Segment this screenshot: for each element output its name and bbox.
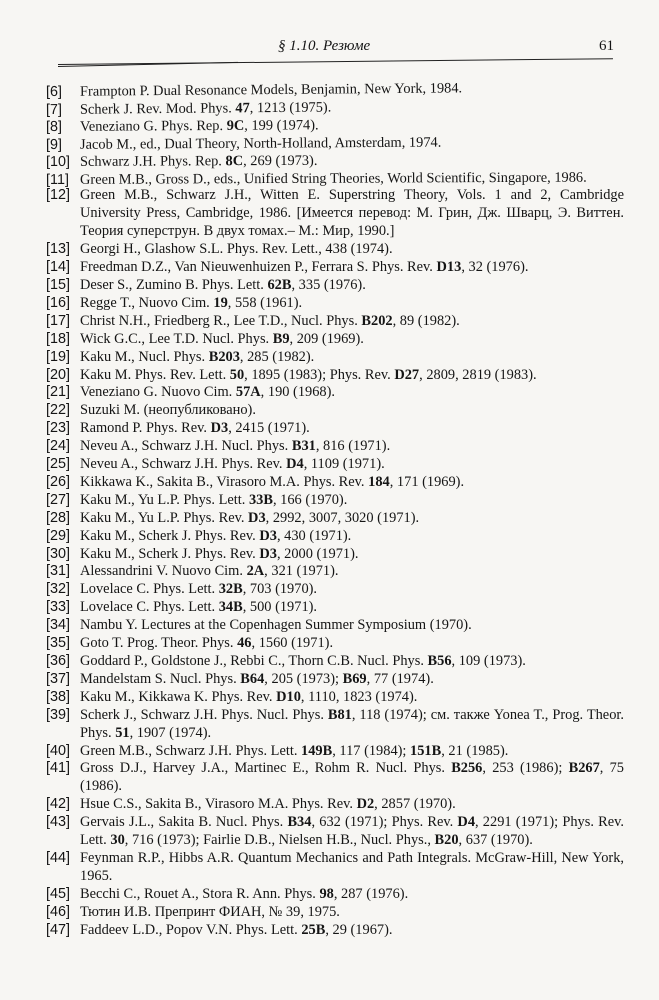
reference-item	[46, 581, 624, 599]
reference-item	[46, 384, 624, 402]
reference-number: [41]	[46, 760, 71, 777]
reference-text-segment: , 253 (1986);	[482, 760, 569, 777]
journal-volume: D4	[286, 456, 304, 473]
reference-text-segment: , 632 (1971); Phys. Rev.	[311, 814, 458, 831]
reference-text	[80, 796, 624, 814]
reference-text	[80, 151, 624, 171]
reference-text-segment: , 500 (1971).	[242, 599, 318, 616]
reference-text	[80, 922, 624, 940]
reference-text-segment: Lovelace C. Phys. Lett.	[80, 581, 219, 598]
reference-text-segment: , 1895 (1983); Phys. Rev.	[244, 366, 395, 383]
journal-volume: 33B	[248, 491, 273, 508]
reference-text-segment: , 205 (1973);	[264, 670, 343, 687]
reference-number: [8]	[45, 118, 63, 135]
journal-volume: B31	[291, 438, 316, 455]
reference-text-segment: , 2857 (1970).	[374, 796, 456, 813]
reference-text-segment: , 29 (1967).	[325, 921, 393, 938]
reference-text-segment: , 816 (1971).	[315, 438, 391, 455]
reference-item	[46, 707, 624, 743]
journal-volume: 30	[110, 832, 125, 849]
reference-number: [46]	[46, 903, 71, 920]
reference-text	[80, 599, 624, 617]
reference-item	[46, 635, 624, 653]
reference-text-segment: Freedman D.Z., Van Nieuwenhuizen P., Ferrara S. Phys. Rev.	[80, 259, 437, 276]
reference-text-segment: Green M.B., Gross D., eds., Unified String Theories, World Scientific, Singapore, 1986.	[79, 169, 587, 188]
reference-text	[80, 814, 624, 850]
reference-text	[80, 402, 624, 420]
reference-number: [29]	[46, 527, 71, 544]
journal-volume: 19	[213, 294, 228, 311]
reference-text	[80, 563, 624, 581]
reference-text	[80, 384, 624, 402]
reference-item	[46, 814, 624, 850]
reference-text	[80, 689, 624, 707]
reference-text-segment: , 118 (1974); см. также Yonea T., Prog. Theor. Phys.	[80, 706, 624, 741]
reference-number: [37]	[46, 670, 71, 687]
reference-number: [39]	[46, 706, 71, 723]
reference-text-segment: , 109 (1973).	[451, 653, 526, 669]
journal-volume: B256	[451, 760, 483, 777]
reference-text-segment: Lovelace C. Phys. Lett.	[80, 599, 219, 616]
reference-item	[46, 671, 624, 689]
journal-volume: D3	[210, 420, 229, 437]
journal-volume: 184	[368, 473, 390, 490]
journal-volume: 149B	[301, 742, 333, 759]
reference-item	[46, 187, 624, 241]
reference-text-segment: , 1110, 1823 (1974).	[300, 688, 418, 705]
reference-text-segment: Georgi H., Glashow S.L. Phys. Rev. Lett., 438 (1974).	[80, 241, 393, 258]
reference-text-segment: Kaku M., Scherk J. Phys. Rev.	[80, 527, 260, 544]
reference-number: [34]	[46, 617, 71, 634]
reference-text	[80, 169, 624, 189]
reference-text-segment: , 1907 (1974).	[129, 724, 212, 741]
reference-text-segment: , 89 (1982).	[392, 312, 460, 329]
journal-volume: 34B	[218, 599, 243, 616]
reference-text	[80, 420, 624, 438]
reference-number: [23]	[46, 420, 71, 437]
journal-volume: B202	[361, 312, 393, 329]
reference-number: [40]	[46, 742, 71, 759]
reference-text	[80, 546, 624, 564]
reference-text-segment: Mandelstam S. Nucl. Phys.	[80, 670, 241, 687]
reference-text-segment: Gross D.J., Harvey J.A., Martinec E., Rohm R. Nucl. Phys.	[80, 760, 452, 777]
reference-text-segment: , 703 (1970).	[242, 581, 318, 598]
reference-text-segment: , 321 (1971).	[264, 563, 339, 580]
journal-volume: 25B	[301, 921, 326, 938]
journal-volume: 2A	[246, 563, 265, 580]
reference-item	[46, 528, 624, 546]
reference-text-segment: Nambu Y. Lectures at the Copenhagen Summer Symposium (1970).	[80, 617, 472, 634]
reference-number: [16]	[46, 294, 71, 311]
reference-text-segment: , 287 (1976).	[333, 885, 409, 902]
reference-text-segment: , 1213 (1975).	[249, 99, 332, 117]
journal-volume: 51	[115, 724, 130, 741]
journal-volume: 50	[229, 366, 245, 383]
reference-text-segment: Suzuki M. (неопубликовано).	[80, 402, 256, 419]
reference-text-segment: Veneziano G. Nuovo Cim.	[80, 384, 236, 401]
reference-number: [19]	[46, 348, 71, 365]
reference-text-segment: , 77 (1974).	[366, 670, 434, 687]
reference-item	[46, 474, 624, 492]
reference-number: [15]	[46, 276, 71, 293]
reference-text-segment: , 199 (1974).	[244, 117, 319, 134]
reference-item	[46, 456, 624, 474]
reference-text	[80, 277, 624, 295]
reference-text-segment: Neveu A., Schwarz J.H. Phys. Rev.	[80, 456, 287, 473]
reference-text	[80, 456, 624, 474]
reference-number: [45]	[46, 885, 71, 902]
reference-item	[46, 743, 624, 761]
reference-text-segment: , 1109 (1971).	[303, 456, 385, 473]
journal-volume: B9	[272, 330, 290, 347]
reference-number: [13]	[46, 241, 71, 258]
reference-text-segment: Frampton P. Dual Resonance Models, Benjamin, New York, 1984.	[79, 80, 463, 100]
journal-volume: 46	[237, 635, 252, 652]
reference-number: [17]	[46, 312, 71, 329]
reference-text-segment: Regge T., Nuovo Cim.	[80, 294, 214, 311]
reference-text-segment: Green M.B., Schwarz J.H., Witten E. Superstring Theory, Vols. 1 and 2, Cambridge University Press, Cambridge, 1986. [Имеется перевод: М. Грин, Дж. Шварц, Э. Виттен. Теория суперструн. В двух томах.– М.: Мир, 1990.]	[80, 187, 624, 240]
reference-item	[46, 689, 624, 707]
journal-volume: B267	[568, 760, 600, 777]
reference-number: [26]	[46, 473, 71, 490]
reference-item	[46, 331, 624, 349]
reference-item	[46, 402, 624, 420]
reference-text-segment: Green M.B., Schwarz J.H. Phys. Lett.	[80, 742, 302, 759]
reference-text-segment: , 716 (1973); Fairlie D.B., Nielsen H.B., Nucl. Phys.,	[124, 832, 435, 849]
reference-number: [44]	[46, 849, 71, 866]
reference-text	[80, 259, 624, 277]
reference-text-segment: Alessandrini V. Nuovo Cim.	[80, 563, 247, 580]
journal-volume: B34	[287, 814, 312, 831]
reference-item	[46, 617, 624, 635]
reference-item	[46, 420, 624, 438]
reference-text-segment: Scherk J. Rev. Mod. Phys.	[79, 100, 236, 118]
reference-text-segment: Veneziano G. Phys. Rep.	[79, 117, 227, 135]
journal-volume: D27	[394, 366, 420, 383]
reference-text-segment: Deser S., Zumino B. Phys. Lett.	[80, 276, 268, 293]
reference-text	[80, 438, 624, 456]
reference-number: [28]	[46, 509, 71, 526]
reference-text	[80, 241, 624, 259]
reference-text-segment: Schwarz J.H. Phys. Rep.	[79, 152, 226, 170]
reference-text-segment: , 285 (1982).	[239, 348, 315, 365]
reference-item	[46, 313, 624, 331]
reference-item	[46, 599, 624, 617]
reference-item	[46, 349, 624, 367]
reference-item	[46, 438, 624, 456]
reference-text-segment: Gervais J.L., Sakita B. Nucl. Phys.	[80, 814, 288, 831]
reference-item	[46, 259, 624, 277]
journal-volume: B56	[427, 653, 452, 669]
reference-text-segment: , 2992, 3007, 3020 (1971).	[265, 509, 420, 526]
journal-volume: D10	[276, 688, 301, 705]
reference-item	[46, 563, 624, 581]
reference-text	[80, 581, 624, 599]
reference-text-segment: Goddard P., Goldstone J., Rebbi C., Thorn C.B. Nucl. Phys.	[80, 653, 428, 669]
reference-text-segment: , 171 (1969).	[389, 473, 465, 490]
reference-text-segment: , 117 (1984);	[332, 742, 411, 759]
reference-text-segment: , 190 (1968).	[260, 384, 336, 401]
reference-text-segment: Hsue C.S., Sakita B., Virasoro M.A. Phys. Rev.	[80, 796, 357, 813]
journal-volume: B20	[434, 832, 459, 849]
journal-volume: 151B	[410, 742, 442, 759]
journal-volume: D4	[457, 814, 476, 831]
reference-item	[46, 295, 624, 313]
reference-text	[80, 653, 624, 671]
running-head	[0, 38, 659, 60]
reference-list	[46, 80, 624, 940]
reference-item	[46, 546, 624, 564]
reference-text-segment: , 32 (1976).	[461, 259, 529, 276]
reference-item	[46, 151, 624, 171]
reference-text	[80, 331, 624, 349]
reference-number: [18]	[46, 330, 71, 347]
reference-text	[80, 635, 624, 653]
reference-text-segment: Jacob M., ed., Dual Theory, North-Holland, Amsterdam, 1974.	[79, 134, 442, 153]
journal-volume: 57A	[235, 384, 261, 401]
reference-item	[46, 241, 624, 259]
running-title: § 1.10. Резюме	[278, 38, 371, 54]
journal-volume: 9C	[226, 117, 245, 134]
reference-text	[80, 474, 624, 492]
reference-number: [21]	[46, 384, 71, 401]
reference-text-segment: Feynman R.P., Hibbs A.R. Quantum Mechanics and Path Integrals. McGraw-Hill, New York, 1965.	[80, 849, 624, 884]
reference-number: [36]	[46, 653, 71, 669]
reference-text-segment: Scherk J., Schwarz J.H. Phys. Nucl. Phys.	[80, 706, 328, 723]
reference-text	[80, 367, 624, 385]
reference-number: [33]	[46, 599, 71, 616]
reference-text	[80, 671, 624, 689]
reference-item	[46, 367, 624, 385]
reference-text	[80, 349, 624, 367]
reference-number: [22]	[46, 402, 71, 419]
reference-text	[80, 492, 624, 510]
reference-text-segment: Kaku M., Kikkawa K. Phys. Rev.	[80, 688, 277, 705]
reference-text-segment: Kaku M., Yu L.P. Phys. Lett.	[80, 491, 249, 508]
journal-volume: D3	[259, 527, 277, 544]
reference-number: [43]	[46, 814, 71, 831]
reference-text	[80, 313, 624, 331]
reference-text-segment: , 2000 (1971).	[276, 545, 359, 562]
reference-item	[46, 904, 624, 922]
reference-text-segment: , 2291 (1971); Phys. Rev. Lett.	[80, 814, 624, 849]
reference-text	[80, 850, 624, 886]
reference-text	[80, 295, 624, 313]
reference-text-segment: Ramond P. Phys. Rev.	[80, 420, 211, 437]
page-number: 61	[599, 38, 614, 54]
reference-text	[80, 528, 624, 546]
reference-text-segment: Тютин И.В. Препринт ФИАН, № 39, 1975.	[80, 903, 340, 920]
reference-text-segment: , 1560 (1971).	[251, 635, 334, 652]
reference-text-segment: , 21 (1985).	[441, 742, 509, 759]
reference-number: [47]	[46, 921, 71, 938]
reference-text	[80, 510, 624, 528]
reference-number: [11]	[45, 171, 69, 188]
reference-text-segment: , 558 (1961).	[227, 294, 303, 311]
reference-number: [25]	[46, 456, 71, 473]
reference-number: [12]	[46, 187, 71, 204]
journal-volume: D3	[248, 509, 266, 526]
journal-volume: B81	[327, 706, 352, 723]
reference-text	[80, 743, 624, 761]
reference-text-segment: Kikkawa K., Sakita B., Virasoro M.A. Phys. Rev.	[80, 473, 369, 490]
reference-number: [9]	[45, 136, 63, 153]
reference-number: [20]	[46, 366, 71, 383]
journal-volume: 8C	[225, 152, 244, 169]
reference-number: [32]	[46, 581, 71, 598]
reference-number: [14]	[46, 259, 71, 276]
reference-number: [35]	[46, 635, 71, 652]
reference-text-segment: , 209 (1969).	[289, 330, 364, 347]
reference-text-segment: Becchi C., Rouet A., Stora R. Ann. Phys.	[80, 885, 320, 902]
reference-text-segment: Kaku M., Nucl. Phys.	[80, 348, 209, 365]
reference-item	[46, 169, 624, 189]
reference-text-segment: Goto T. Prog. Theor. Phys.	[80, 635, 238, 652]
reference-text	[80, 886, 624, 904]
reference-text-segment: Christ N.H., Friedberg R., Lee T.D., Nucl. Phys.	[80, 312, 362, 329]
reference-text	[80, 760, 624, 796]
reference-text-segment: Faddeev L.D., Popov V.N. Phys. Lett.	[80, 921, 302, 938]
reference-number: [24]	[46, 438, 71, 455]
reference-text-segment: Kaku M., Scherk J. Phys. Rev.	[80, 545, 260, 562]
journal-volume: D13	[436, 259, 462, 276]
journal-volume: 62B	[267, 276, 292, 293]
reference-number: [31]	[46, 563, 71, 580]
reference-number: [10]	[45, 153, 71, 170]
reference-text-segment: Kaku M. Phys. Rev. Lett.	[80, 366, 230, 383]
reference-item	[46, 510, 624, 528]
reference-item	[46, 886, 624, 904]
reference-item	[46, 922, 624, 940]
journal-volume: 98	[319, 885, 334, 902]
journal-volume: B203	[208, 348, 240, 365]
reference-text-segment: , 166 (1970).	[272, 491, 348, 508]
reference-number: [38]	[46, 688, 71, 705]
reference-text	[80, 617, 624, 635]
journal-volume: D3	[259, 545, 277, 562]
reference-item	[46, 796, 624, 814]
reference-text-segment: , 335 (1976).	[291, 276, 366, 293]
reference-item	[46, 492, 624, 510]
reference-number: [30]	[46, 545, 71, 562]
reference-text-segment: , 75 (1986).	[80, 760, 624, 795]
reference-text	[80, 904, 624, 922]
reference-text-segment: Wick G.C., Lee T.D. Nucl. Phys.	[80, 330, 273, 347]
reference-text-segment: , 269 (1973).	[243, 152, 318, 169]
reference-item	[46, 653, 624, 671]
reference-item	[46, 277, 624, 295]
journal-volume: B64	[240, 670, 265, 687]
reference-text-segment: Kaku M., Yu L.P. Phys. Rev.	[80, 509, 249, 526]
reference-text-segment: , 430 (1971).	[276, 527, 352, 544]
reference-text	[80, 187, 624, 241]
reference-item	[46, 850, 624, 886]
reference-text-segment: , 637 (1970).	[458, 832, 533, 849]
reference-text	[80, 707, 624, 743]
reference-text-segment: , 2809, 2819 (1983).	[419, 366, 537, 383]
journal-volume: 47	[235, 100, 250, 117]
reference-number: [6]	[45, 83, 63, 100]
journal-volume: B69	[342, 670, 367, 687]
journal-volume: D2	[356, 796, 375, 813]
reference-text-segment: Neveu A., Schwarz J.H. Nucl. Phys.	[80, 438, 292, 455]
reference-number: [27]	[46, 491, 71, 508]
journal-volume: 32B	[218, 581, 243, 598]
reference-number: [42]	[46, 796, 71, 813]
reference-text-segment: , 2415 (1971).	[228, 420, 310, 437]
reference-number: [7]	[45, 101, 63, 118]
reference-item	[46, 760, 624, 796]
